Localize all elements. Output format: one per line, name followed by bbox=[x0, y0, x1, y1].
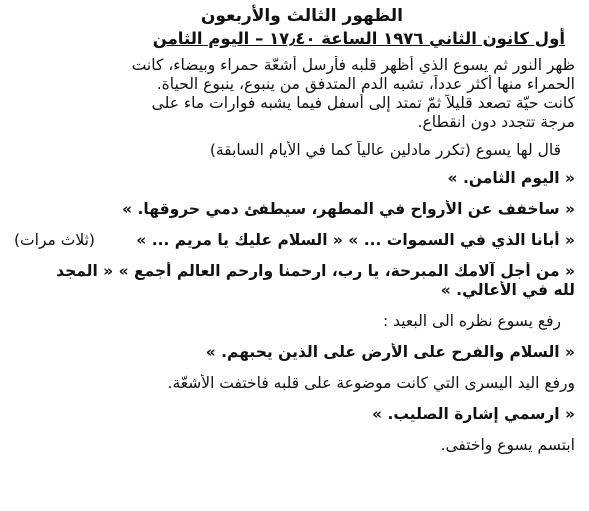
quote-day: « اليوم الثامن. » bbox=[447, 169, 575, 187]
lifted-gaze-line: رفع يسوع نظره الى البعيد : bbox=[382, 312, 561, 330]
date-text: أول كانون الثاني ١٩٧٦ الساعة ١٧٫٤٠ – اليوم الثامن bbox=[152, 29, 565, 48]
quote-cross: « ارسمي إشارة الصليب. » bbox=[372, 405, 575, 423]
prayer-row bbox=[14, 231, 575, 250]
description-line: ظهر النور ثم يسوع الذي أظهر قلبه فأرسل أشعّة حمراء وبيضاء، كانت bbox=[131, 56, 575, 74]
quote-glory-line: لله في الأعالي. » bbox=[440, 281, 575, 299]
quote-purgatory: « ساخفف عن الأرواح في المطهر، سيطفئ دمي حروقها. » bbox=[122, 200, 575, 218]
description-line: كانت حيّة تصعد قليلاً ثمّ تمتد إلى أسفل فيما يشبه فوارات ماء على bbox=[151, 94, 575, 112]
repeat-note: (ثلاث مرات) bbox=[14, 231, 95, 249]
date-line bbox=[14, 28, 575, 50]
quote-glory-line: « من أجل آلامك المبرحة، يا رب، ارحمنا وارحم العالم أجمع » « المجد bbox=[56, 262, 575, 280]
description-line: مرجة تتجدد دون انقطاع. bbox=[417, 113, 575, 131]
description-paragraph bbox=[14, 56, 575, 132]
quote-prayer: « أبانا الذي في السموات ... » « السلام عليك يا مريم ... » bbox=[136, 231, 575, 249]
quote-peace: « السلام والفرح على الأرض على الذين يحبهم. » bbox=[205, 343, 575, 361]
quote-glory bbox=[14, 262, 575, 300]
intro-line: قال لها يسوع (تكرر مادلين عالياً كما في الأيام السابقة) bbox=[209, 141, 561, 159]
page-heading: الظهور الثالث والأربعون bbox=[200, 6, 403, 26]
raised-hand-line: ورفع اليد اليسرى التي كانت موضوعة على قلبه فاختفت الأشعّة. bbox=[167, 374, 575, 392]
description-line: الحمراء منها أكثر عدداً، تشبه الدم المتدفق من ينبوع، ينبوع الحياة. bbox=[156, 75, 575, 93]
closing-line: ابتسم يسوع واختفى. bbox=[440, 436, 575, 454]
